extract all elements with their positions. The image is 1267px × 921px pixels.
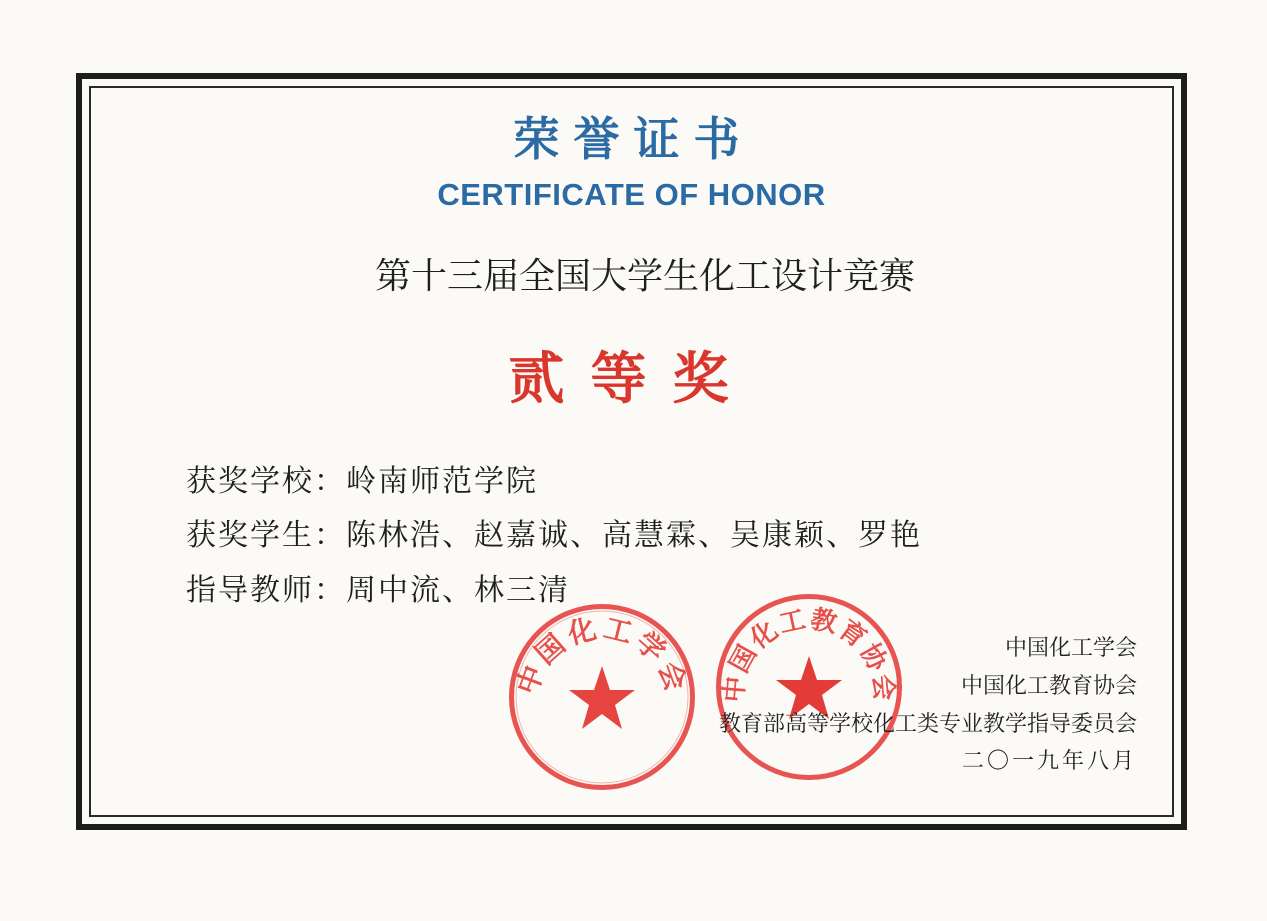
award-level: 贰等奖	[508, 347, 755, 412]
advisors-row	[186, 565, 570, 609]
school-row	[186, 456, 538, 500]
school-name: 岭南师范学院	[346, 464, 538, 499]
competition-name: 第十三届全国大学生化工设计竞赛	[374, 256, 915, 297]
students-label: 获奖学生：	[186, 518, 346, 553]
seal-2-graphic	[716, 594, 902, 780]
school-label: 获奖学校：	[186, 464, 346, 499]
title-chinese: 荣誉证书	[513, 112, 754, 166]
seal-1-arc-text: 中国化工学会	[510, 611, 694, 699]
seal-chemical-education-association	[716, 594, 902, 780]
seal-1-graphic	[509, 604, 695, 790]
students-row	[186, 510, 922, 554]
advisors-label: 指导教师：	[186, 573, 346, 608]
issue-date: 二〇一九年八月	[961, 749, 1137, 774]
student-names: 陈林浩、赵嘉诚、高慧霖、吴康颖、罗艳	[346, 518, 922, 553]
star-icon	[569, 666, 635, 729]
title-english: CERTIFICATE OF HONOR	[437, 177, 826, 212]
advisor-names: 周中流、林三清	[346, 573, 570, 608]
organizer-2: 中国化工教育协会	[960, 674, 1137, 699]
organizer-1: 中国化工学会	[1004, 636, 1137, 661]
seal-2-arc-text: 中国化工教育协会	[719, 604, 899, 704]
organizer-3: 教育部高等学校化工类专业教学指导委员会	[718, 712, 1137, 737]
seal-chemical-society	[509, 604, 695, 790]
